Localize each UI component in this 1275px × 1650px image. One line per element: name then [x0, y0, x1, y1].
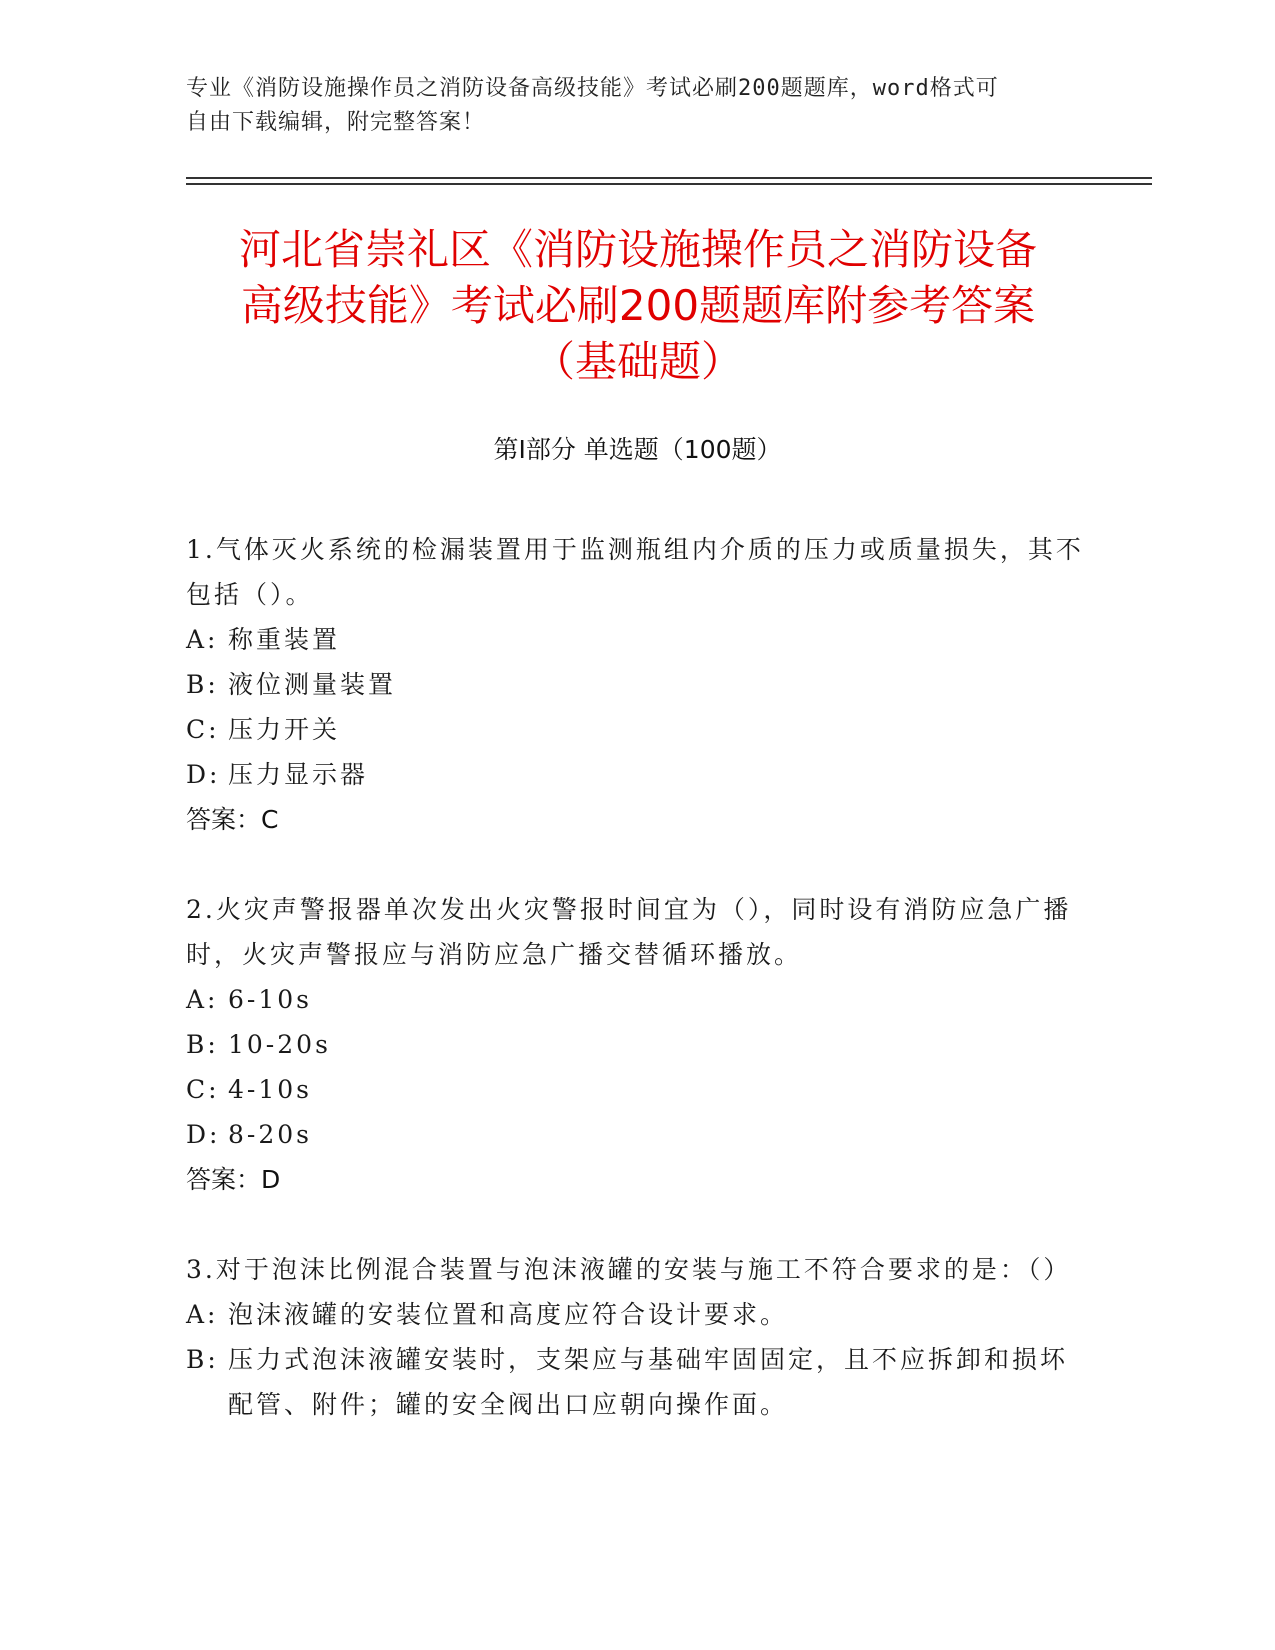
answer-option [186, 1067, 1086, 1112]
option-text: 压力显示器 [228, 760, 369, 789]
option-key: C: [186, 1075, 220, 1104]
option-key: A: [186, 625, 219, 654]
option-key: A: [186, 985, 219, 1014]
option-text: 液位测量装置 [228, 670, 397, 699]
document-title [150, 222, 1126, 390]
answer-line: 答案：D [186, 1165, 281, 1194]
option-text: 压力开关 [228, 715, 341, 744]
option-key: A: [186, 1300, 219, 1329]
option-key: C: [186, 715, 220, 744]
header-note [186, 72, 1066, 140]
question-item [186, 527, 1086, 842]
section-heading: 第Ⅰ部分 单选题（100题） [493, 435, 782, 464]
question-item [186, 887, 1086, 1202]
answer-option [186, 977, 1086, 1022]
question-stem: 1.气体灭火系统的检漏装置用于监测瓶组内介质的压力或质量损失，其不包括（）。 [186, 535, 1084, 609]
option-text: 6-10s [228, 985, 312, 1014]
answer-option [186, 707, 1086, 752]
answer-option [186, 662, 1086, 707]
question-stem: 3.对于泡沫比例混合装置与泡沫液罐的安装与施工不符合要求的是：（） [186, 1255, 1072, 1284]
option-key: B: [186, 1345, 219, 1374]
question-list [186, 527, 1086, 1472]
header-note-line: 自由下载编辑，附完整答案！ [186, 110, 486, 135]
option-text: 8-20s [228, 1120, 312, 1149]
header-divider [186, 183, 1152, 185]
option-text: 泡沫液罐的安装位置和高度应符合设计要求。 [228, 1300, 789, 1329]
header-note-line: 专业《消防设施操作员之消防设备高级技能》考试必刷200题题库，word格式可 [186, 76, 999, 101]
option-text: 10-20s [228, 1030, 331, 1059]
answer-option [186, 752, 1086, 797]
option-text: 称重装置 [228, 625, 341, 654]
title-line: （基础题） [532, 337, 743, 386]
option-text: 压力式泡沫液罐安装时，支架应与基础牢固固定，且不应拆卸和损坏配管、附件；罐的安全阀出口应朝向操作面。 [228, 1345, 1069, 1419]
option-key: B: [186, 670, 219, 699]
option-key: D: [186, 1120, 221, 1149]
question-item [186, 1247, 1086, 1427]
answer-option [186, 1112, 1086, 1157]
answer-line: 答案：C [186, 805, 279, 834]
header-divider [186, 177, 1152, 179]
title-line: 高级技能》考试必刷200题题库附参考答案 [240, 281, 1036, 330]
answer-option [186, 617, 1086, 662]
answer-option [186, 1022, 1086, 1067]
question-stem: 2.火灾声警报器单次发出火灾警报时间宜为（），同时设有消防应急广播时，火灾声警报应与消防应急广播交替循环播放。 [186, 895, 1072, 969]
option-text: 4-10s [228, 1075, 312, 1104]
title-line: 河北省崇礼区《消防设施操作员之消防设备 [238, 225, 1037, 274]
option-key: D: [186, 760, 221, 789]
answer-option [186, 1337, 1086, 1427]
answer-option [186, 1292, 1086, 1337]
option-key: B: [186, 1030, 219, 1059]
